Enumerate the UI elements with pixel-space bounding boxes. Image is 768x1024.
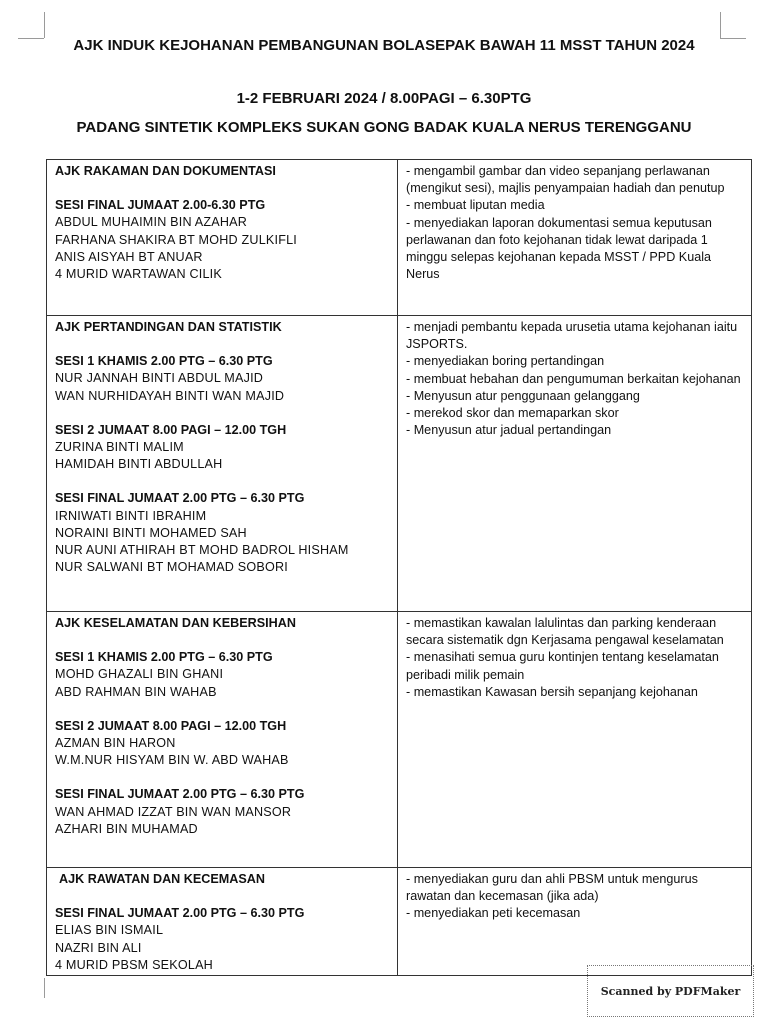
member-name: NAZRI BIN ALI <box>55 940 142 955</box>
member-name: HAMIDAH BINTI ABDULLAH <box>55 457 223 472</box>
committee-duties-cell <box>398 868 752 976</box>
duty-item: - Menyusun atur penggunaan gelanggang <box>406 388 640 403</box>
duty-item: - menasihati semua guru kontinjen tentang keselamatan peribadi milik pemain <box>406 650 719 682</box>
duty-item: - menyediakan boring pertandingan <box>406 354 605 369</box>
duty-item: - Menyusun atur jadual pertandingan <box>406 423 612 438</box>
member-name: ANIS AISYAH BT ANUAR <box>55 249 203 264</box>
committee-table <box>46 159 752 976</box>
member-name: MOHD GHAZALI BIN GHANI <box>55 667 224 682</box>
duty-item: - mengambil gambar dan video sepanjang perlawanan (mengikut sesi), majlis penyampaian hadiah dan penutup <box>406 164 725 196</box>
duty-item: - menjadi pembantu kepada urusetia utama kejohanan iaitu JSPORTS. <box>406 320 738 352</box>
member-name: 4 MURID WARTAWAN CILIK <box>55 267 222 282</box>
duty-item: - menyediakan laporan dokumentasi semua keputusan perlawanan dan foto kejohanan tidak lewat daripada 1 minggu selepas kejohanan kepada MSST / PPD Kuala Nerus <box>406 215 712 282</box>
document-title: AJK INDUK KEJOHANAN PEMBANGUNAN BOLASEPAK BAWAH 11 MSST TAHUN 2024 <box>73 37 695 54</box>
session-label: SESI 2 JUMAAT 8.00 PAGI – 12.00 TGH <box>55 718 287 733</box>
crop-mark <box>44 978 45 998</box>
session-label: SESI FINAL JUMAAT 2.00 PTG – 6.30 PTG <box>55 787 305 802</box>
committee-title: AJK RAWATAN DAN KECEMASAN <box>59 872 265 886</box>
committee-row <box>47 612 752 868</box>
committee-title: AJK RAKAMAN DAN DOKUMENTASI <box>55 164 276 178</box>
committee-row <box>47 868 752 976</box>
committee-duties-cell <box>398 160 752 316</box>
member-name: W.M.NUR HISYAM BIN W. ABD WAHAB <box>55 753 289 768</box>
session-label: SESI FINAL JUMAAT 2.00 PTG – 6.30 PTG <box>55 491 305 506</box>
member-name: ABDUL MUHAIMIN BIN AZAHAR <box>55 215 248 230</box>
member-name: ABD RAHMAN BIN WAHAB <box>55 684 217 699</box>
event-venue: PADANG SINTETIK KOMPLEKS SUKAN GONG BADAK KUALA NERUS TERENGGANU <box>76 119 692 136</box>
committee-row <box>47 316 752 612</box>
session-label: SESI FINAL JUMAAT 2.00-6.30 PTG <box>55 198 266 213</box>
committee-members-cell <box>47 160 398 316</box>
member-name: NORAINI BINTI MOHAMED SAH <box>55 525 247 540</box>
member-name: WAN AHMAD IZZAT BIN WAN MANSOR <box>55 804 292 819</box>
event-date-time: 1-2 FEBRUARI 2024 / 8.00PAGI – 6.30PTG <box>236 90 532 107</box>
member-name: NUR SALWANI BT MOHAMAD SOBORI <box>55 560 288 575</box>
committee-members-cell <box>47 316 398 612</box>
scanned-by-text: Scanned by PDFMaker <box>600 984 741 998</box>
committee-duties-cell <box>398 316 752 612</box>
committee-title: AJK KESELAMATAN DAN KEBERSIHAN <box>55 616 296 630</box>
committee-members-cell <box>47 868 398 976</box>
member-name: ELIAS BIN ISMAIL <box>55 923 164 938</box>
member-name: NUR JANNAH BINTI ABDUL MAJID <box>55 371 264 386</box>
crop-mark <box>44 12 45 38</box>
duty-item: - merekod skor dan memaparkan skor <box>406 406 619 421</box>
committee-title: AJK PERTANDINGAN DAN STATISTIK <box>55 320 282 334</box>
member-name: 4 MURID PBSM SEKOLAH <box>55 957 213 972</box>
duty-item: - menyediakan guru dan ahli PBSM untuk mengurus rawatan dan kecemasan (jika ada) <box>406 872 698 904</box>
duty-item: - membuat hebahan dan pengumuman berkaitan kejohanan <box>406 371 741 386</box>
session-label: SESI 1 KHAMIS 2.00 PTG – 6.30 PTG <box>55 354 273 369</box>
session-label: SESI 1 KHAMIS 2.00 PTG – 6.30 PTG <box>55 650 273 665</box>
member-name: AZHARI BIN MUHAMAD <box>55 821 198 836</box>
duty-item: - memastikan kawalan lalulintas dan parking kenderaan secara sistematik dgn Kerjasama pengawal keselamatan <box>406 616 724 648</box>
member-name: FARHANA SHAKIRA BT MOHD ZULKIFLI <box>55 232 298 247</box>
member-name: ZURINA BINTI MALIM <box>55 440 184 455</box>
duty-item: - membuat liputan media <box>406 198 545 213</box>
committee-duties-cell <box>398 612 752 868</box>
crop-mark <box>720 12 721 38</box>
committee-row <box>47 160 752 316</box>
duty-item: - memastikan Kawasan bersih sepanjang kejohanan <box>406 684 698 699</box>
session-label: SESI 2 JUMAAT 8.00 PAGI – 12.00 TGH <box>55 422 287 437</box>
committee-members-cell <box>47 612 398 868</box>
session-label: SESI FINAL JUMAAT 2.00 PTG – 6.30 PTG <box>55 906 305 921</box>
member-name: IRNIWATI BINTI IBRAHIM <box>55 508 207 523</box>
member-name: NUR AUNI ATHIRAH BT MOHD BADROL HISHAM <box>55 543 349 558</box>
duty-item: - menyediakan peti kecemasan <box>406 906 581 921</box>
member-name: AZMAN BIN HARON <box>55 736 176 751</box>
scanned-by-watermark <box>587 965 754 1017</box>
member-name: WAN NURHIDAYAH BINTI WAN MAJID <box>55 388 285 403</box>
